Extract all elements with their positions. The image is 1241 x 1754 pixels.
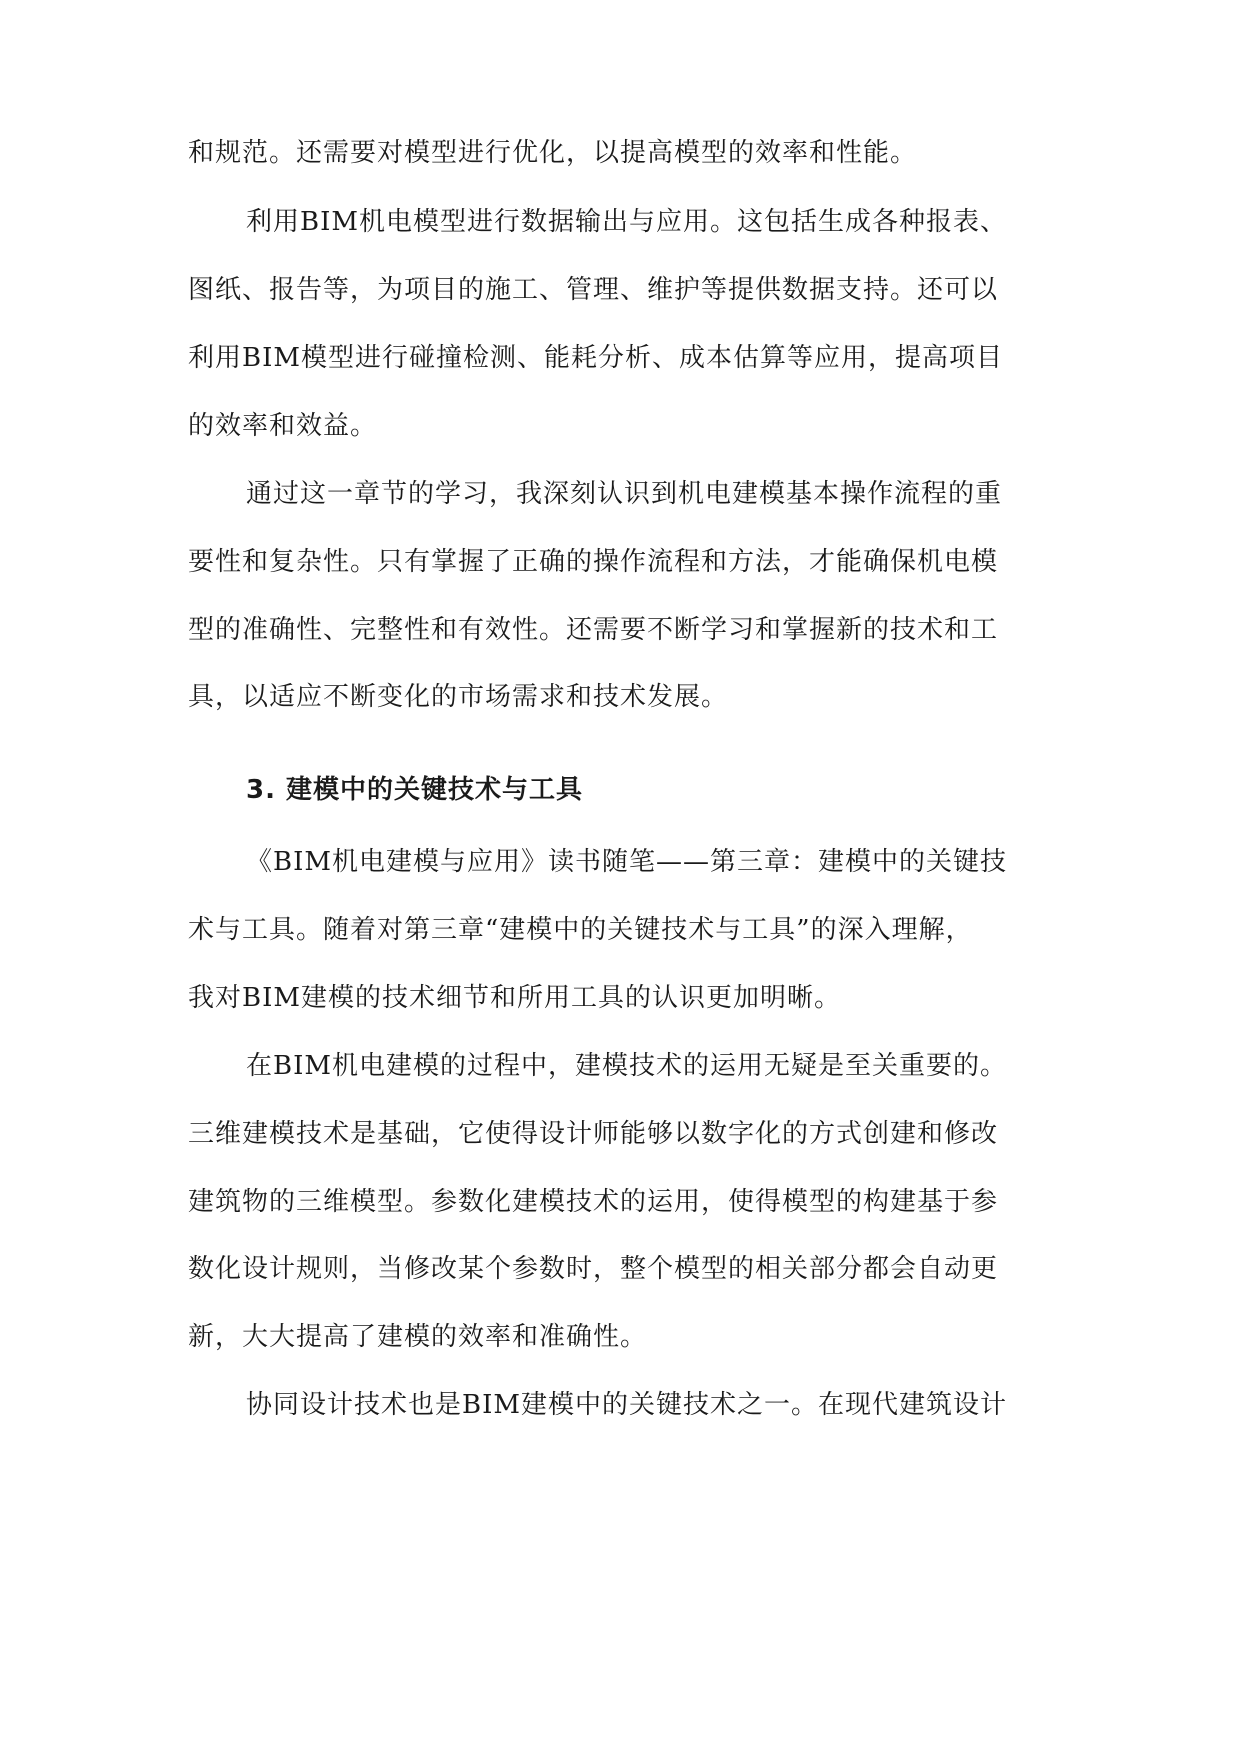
text-line: 的效率和效益。	[188, 411, 378, 441]
text-line: 我对BIM建模的技术细节和所用工具的认识更加明晰。	[188, 983, 841, 1013]
text-line: 协同设计技术也是BIM建模中的关键技术之一。在现代建筑设计	[246, 1390, 1007, 1420]
text-line: 利用BIM模型进行碰撞检测、能耗分析、成本估算等应用，提高项目	[188, 343, 1003, 373]
text-line: 新，大大提高了建模的效率和准确性。	[188, 1322, 648, 1352]
text-line: 建筑物的三维模型。参数化建模技术的运用，使得模型的构建基于参	[188, 1187, 999, 1217]
text-line: 型的准确性、完整性和有效性。还需要不断学习和掌握新的技术和工	[188, 615, 999, 645]
text-line: 通过这一章节的学习，我深刻认识到机电建模基本操作流程的重	[246, 479, 1003, 509]
text-line: 具，以适应不断变化的市场需求和技术发展。	[188, 682, 729, 712]
text-line: 三维建模技术是基础，它使得设计师能够以数字化的方式创建和修改	[188, 1119, 999, 1149]
text-line: 术与工具。随着对第三章“建模中的关键技术与工具”的深入理解，	[188, 915, 973, 945]
text-line: 《BIM机电建模与应用》读书随笔——第三章：建模中的关键技	[246, 847, 1007, 877]
section-heading: 3. 建模中的关键技术与工具	[246, 775, 584, 805]
text-line: 和规范。还需要对模型进行优化，以提高模型的效率和性能。	[188, 138, 918, 168]
text-line: 数化设计规则，当修改某个参数时，整个模型的相关部分都会自动更	[188, 1254, 999, 1284]
text-line: 利用BIM机电模型进行数据输出与应用。这包括生成各种报表、	[246, 207, 1007, 237]
text-line: 图纸、报告等，为项目的施工、管理、维护等提供数据支持。还可以	[188, 275, 999, 305]
text-line: 要性和复杂性。只有掌握了正确的操作流程和方法，才能确保机电模	[188, 547, 999, 577]
text-line: 在BIM机电建模的过程中，建模技术的运用无疑是至关重要的。	[246, 1051, 1007, 1081]
